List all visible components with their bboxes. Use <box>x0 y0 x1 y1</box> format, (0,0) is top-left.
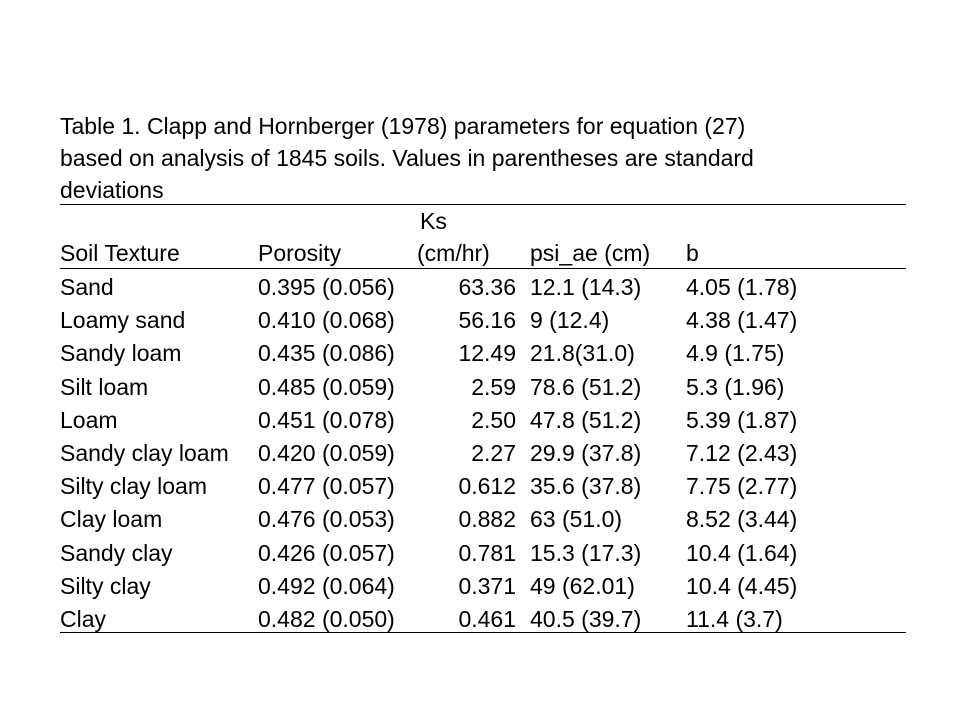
caption-line-3: deviations <box>60 177 164 203</box>
cell-porosity: 0.476 (0.053) <box>258 506 395 533</box>
cell-porosity: 0.426 (0.057) <box>258 539 395 566</box>
cell-b: 8.52 (3.44) <box>686 506 798 533</box>
cell-ks: 0.781 <box>458 539 516 566</box>
cell-psi-ae: 78.6 (51.2) <box>530 373 642 400</box>
cell-soil-texture: Silty clay loam <box>60 473 207 500</box>
cell-b: 11.4 (3.7) <box>686 605 783 632</box>
cell-ks: 63.36 <box>458 274 516 300</box>
table-row <box>60 570 906 603</box>
cell-b: 10.4 (1.64) <box>686 539 798 566</box>
cell-psi-ae: 29.9 (37.8) <box>530 439 642 466</box>
cell-psi-ae: 49 (62.01) <box>530 572 635 599</box>
cell-ks: 0.461 <box>458 605 516 632</box>
cell-porosity: 0.395 (0.056) <box>258 274 395 300</box>
table-bottom-rule <box>60 632 906 633</box>
table-row <box>60 371 906 404</box>
cell-soil-texture: Sandy clay <box>60 539 173 566</box>
cell-ks: 12.49 <box>458 340 516 367</box>
cell-b: 4.38 (1.47) <box>686 307 798 334</box>
cell-b: 7.75 (2.77) <box>686 473 798 500</box>
cell-porosity: 0.482 (0.050) <box>258 605 395 632</box>
cell-ks: 2.27 <box>471 439 516 466</box>
cell-porosity: 0.435 (0.086) <box>258 340 395 367</box>
cell-ks: 56.16 <box>458 307 516 334</box>
table-row <box>60 503 906 536</box>
cell-soil-texture: Sand <box>60 274 114 300</box>
cell-ks: 0.612 <box>458 473 516 500</box>
table-header <box>60 205 906 268</box>
table-row <box>60 304 906 337</box>
header-ks-unit: (cm/hr) <box>417 240 490 266</box>
cell-porosity: 0.477 (0.057) <box>258 473 395 500</box>
cell-soil-texture: Loamy sand <box>60 307 186 334</box>
cell-soil-texture: Sandy loam <box>60 340 182 367</box>
cell-soil-texture: Clay <box>60 605 107 632</box>
caption-line-2: based on analysis of 1845 soils. Values in parentheses are standard <box>60 145 754 171</box>
header-psi-ae: psi_ae (cm) <box>530 240 651 266</box>
table-row <box>60 271 906 304</box>
header-b: b <box>686 240 699 266</box>
cell-b: 4.05 (1.78) <box>686 274 798 300</box>
cell-psi-ae: 47.8 (51.2) <box>530 406 642 433</box>
cell-psi-ae: 35.6 (37.8) <box>530 473 642 500</box>
header-ks: Ks <box>420 208 447 234</box>
table-caption <box>60 110 910 206</box>
cell-porosity: 0.485 (0.059) <box>258 373 395 400</box>
table-body <box>60 271 906 636</box>
header-porosity: Porosity <box>258 240 342 266</box>
table-row <box>60 470 906 503</box>
cell-b: 5.39 (1.87) <box>686 406 798 433</box>
table-row <box>60 437 906 470</box>
cell-psi-ae: 12.1 (14.3) <box>530 274 642 300</box>
cell-soil-texture: Clay loam <box>60 506 163 533</box>
cell-ks: 2.50 <box>471 406 516 433</box>
header-soil-texture: Soil Texture <box>60 240 180 266</box>
caption-line-1: Table 1. Clapp and Hornberger (1978) parameters for equation (27) <box>60 113 746 139</box>
cell-b: 7.12 (2.43) <box>686 439 798 466</box>
cell-psi-ae: 15.3 (17.3) <box>530 539 642 566</box>
cell-soil-texture: Silt loam <box>60 373 149 400</box>
cell-soil-texture: Loam <box>60 406 118 433</box>
cell-b: 4.9 (1.75) <box>686 340 785 367</box>
table-row <box>60 404 906 437</box>
cell-porosity: 0.420 (0.059) <box>258 439 395 466</box>
cell-psi-ae: 63 (51.0) <box>530 506 623 533</box>
cell-porosity: 0.451 (0.078) <box>258 406 395 433</box>
table-row <box>60 337 906 370</box>
cell-ks: 2.59 <box>471 373 516 400</box>
cell-psi-ae: 40.5 (39.7) <box>530 605 642 632</box>
cell-soil-texture: Silty clay <box>60 572 151 599</box>
cell-psi-ae: 21.8(31.0) <box>530 340 635 367</box>
cell-b: 5.3 (1.96) <box>686 373 785 400</box>
cell-porosity: 0.492 (0.064) <box>258 572 395 599</box>
header-rule <box>60 268 906 269</box>
cell-porosity: 0.410 (0.068) <box>258 307 395 334</box>
cell-ks: 0.882 <box>458 506 516 533</box>
table-row <box>60 537 906 570</box>
cell-psi-ae: 9 (12.4) <box>530 307 610 334</box>
cell-b: 10.4 (4.45) <box>686 572 798 599</box>
cell-ks: 0.371 <box>458 572 516 599</box>
cell-soil-texture: Sandy clay loam <box>60 439 229 466</box>
